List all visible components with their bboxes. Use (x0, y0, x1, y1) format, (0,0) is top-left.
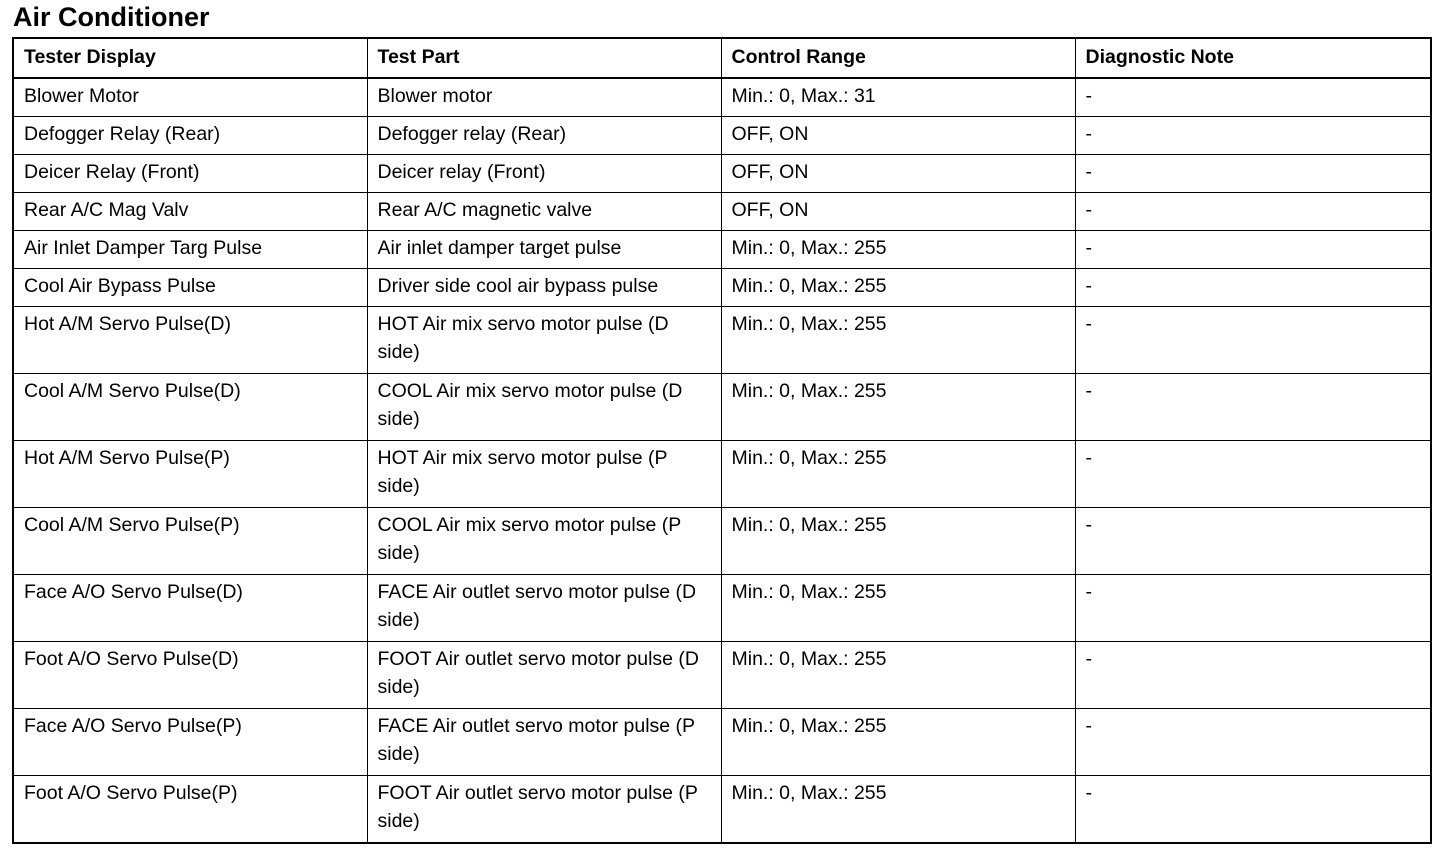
cell-test-part: Blower motor (367, 78, 721, 117)
table-body (13, 78, 1431, 843)
cell-tester-display: Face A/O Servo Pulse(P) (13, 709, 367, 776)
cell-control-range: Min.: 0, Max.: 31 (721, 78, 1075, 117)
table-row (13, 441, 1431, 508)
cell-test-part: FACE Air outlet servo motor pulse (D side) (367, 575, 721, 642)
cell-diagnostic-note: - (1075, 269, 1431, 307)
cell-diagnostic-note: - (1075, 575, 1431, 642)
cell-test-part: HOT Air mix servo motor pulse (P side) (367, 441, 721, 508)
cell-control-range: Min.: 0, Max.: 255 (721, 269, 1075, 307)
cell-diagnostic-note: - (1075, 193, 1431, 231)
header-tester-display: Tester Display (13, 38, 367, 78)
cell-test-part: Deicer relay (Front) (367, 155, 721, 193)
table-row (13, 776, 1431, 844)
header-test-part: Test Part (367, 38, 721, 78)
table-row (13, 642, 1431, 709)
table-row (13, 374, 1431, 441)
cell-test-part: FACE Air outlet servo motor pulse (P side) (367, 709, 721, 776)
cell-test-part: COOL Air mix servo motor pulse (D side) (367, 374, 721, 441)
cell-test-part: Defogger relay (Rear) (367, 117, 721, 155)
cell-control-range: OFF, ON (721, 155, 1075, 193)
table-row (13, 155, 1431, 193)
cell-tester-display: Foot A/O Servo Pulse(D) (13, 642, 367, 709)
cell-test-part: COOL Air mix servo motor pulse (P side) (367, 508, 721, 575)
cell-diagnostic-note: - (1075, 441, 1431, 508)
cell-tester-display: Cool A/M Servo Pulse(P) (13, 508, 367, 575)
cell-control-range: Min.: 0, Max.: 255 (721, 575, 1075, 642)
cell-diagnostic-note: - (1075, 117, 1431, 155)
page-title: Air Conditioner (13, 2, 210, 32)
table-header (13, 38, 1431, 78)
cell-diagnostic-note: - (1075, 709, 1431, 776)
cell-tester-display: Blower Motor (13, 78, 367, 117)
header-row (13, 38, 1431, 78)
cell-control-range: Min.: 0, Max.: 255 (721, 307, 1075, 374)
cell-diagnostic-note: - (1075, 155, 1431, 193)
cell-tester-display: Air Inlet Damper Targ Pulse (13, 231, 367, 269)
cell-control-range: OFF, ON (721, 117, 1075, 155)
cell-test-part: Driver side cool air bypass pulse (367, 269, 721, 307)
cell-test-part: FOOT Air outlet servo motor pulse (P side) (367, 776, 721, 844)
cell-tester-display: Cool Air Bypass Pulse (13, 269, 367, 307)
cell-control-range: Min.: 0, Max.: 255 (721, 709, 1075, 776)
cell-diagnostic-note: - (1075, 231, 1431, 269)
table-row (13, 231, 1431, 269)
cell-tester-display: Deicer Relay (Front) (13, 155, 367, 193)
cell-test-part: HOT Air mix servo motor pulse (D side) (367, 307, 721, 374)
cell-control-range: Min.: 0, Max.: 255 (721, 508, 1075, 575)
cell-test-part: Rear A/C magnetic valve (367, 193, 721, 231)
cell-tester-display: Foot A/O Servo Pulse(P) (13, 776, 367, 844)
cell-tester-display: Defogger Relay (Rear) (13, 117, 367, 155)
cell-tester-display: Cool A/M Servo Pulse(D) (13, 374, 367, 441)
table-row (13, 575, 1431, 642)
table-row (13, 193, 1431, 231)
cell-diagnostic-note: - (1075, 776, 1431, 844)
header-control-range: Control Range (721, 38, 1075, 78)
cell-test-part: Air inlet damper target pulse (367, 231, 721, 269)
cell-diagnostic-note: - (1075, 374, 1431, 441)
table-row (13, 269, 1431, 307)
cell-diagnostic-note: - (1075, 508, 1431, 575)
table-row (13, 508, 1431, 575)
cell-control-range: Min.: 0, Max.: 255 (721, 776, 1075, 844)
cell-diagnostic-note: - (1075, 307, 1431, 374)
cell-test-part: FOOT Air outlet servo motor pulse (D side) (367, 642, 721, 709)
cell-control-range: Min.: 0, Max.: 255 (721, 231, 1075, 269)
table-row (13, 78, 1431, 117)
table-row (13, 117, 1431, 155)
cell-control-range: Min.: 0, Max.: 255 (721, 642, 1075, 709)
cell-tester-display: Hot A/M Servo Pulse(P) (13, 441, 367, 508)
table-row (13, 709, 1431, 776)
cell-diagnostic-note: - (1075, 78, 1431, 117)
header-diagnostic-note: Diagnostic Note (1075, 38, 1431, 78)
table-row (13, 307, 1431, 374)
data-table (12, 37, 1432, 844)
cell-tester-display: Rear A/C Mag Valv (13, 193, 367, 231)
cell-tester-display: Hot A/M Servo Pulse(D) (13, 307, 367, 374)
cell-control-range: OFF, ON (721, 193, 1075, 231)
cell-tester-display: Face A/O Servo Pulse(D) (13, 575, 367, 642)
cell-diagnostic-note: - (1075, 642, 1431, 709)
cell-control-range: Min.: 0, Max.: 255 (721, 374, 1075, 441)
cell-control-range: Min.: 0, Max.: 255 (721, 441, 1075, 508)
